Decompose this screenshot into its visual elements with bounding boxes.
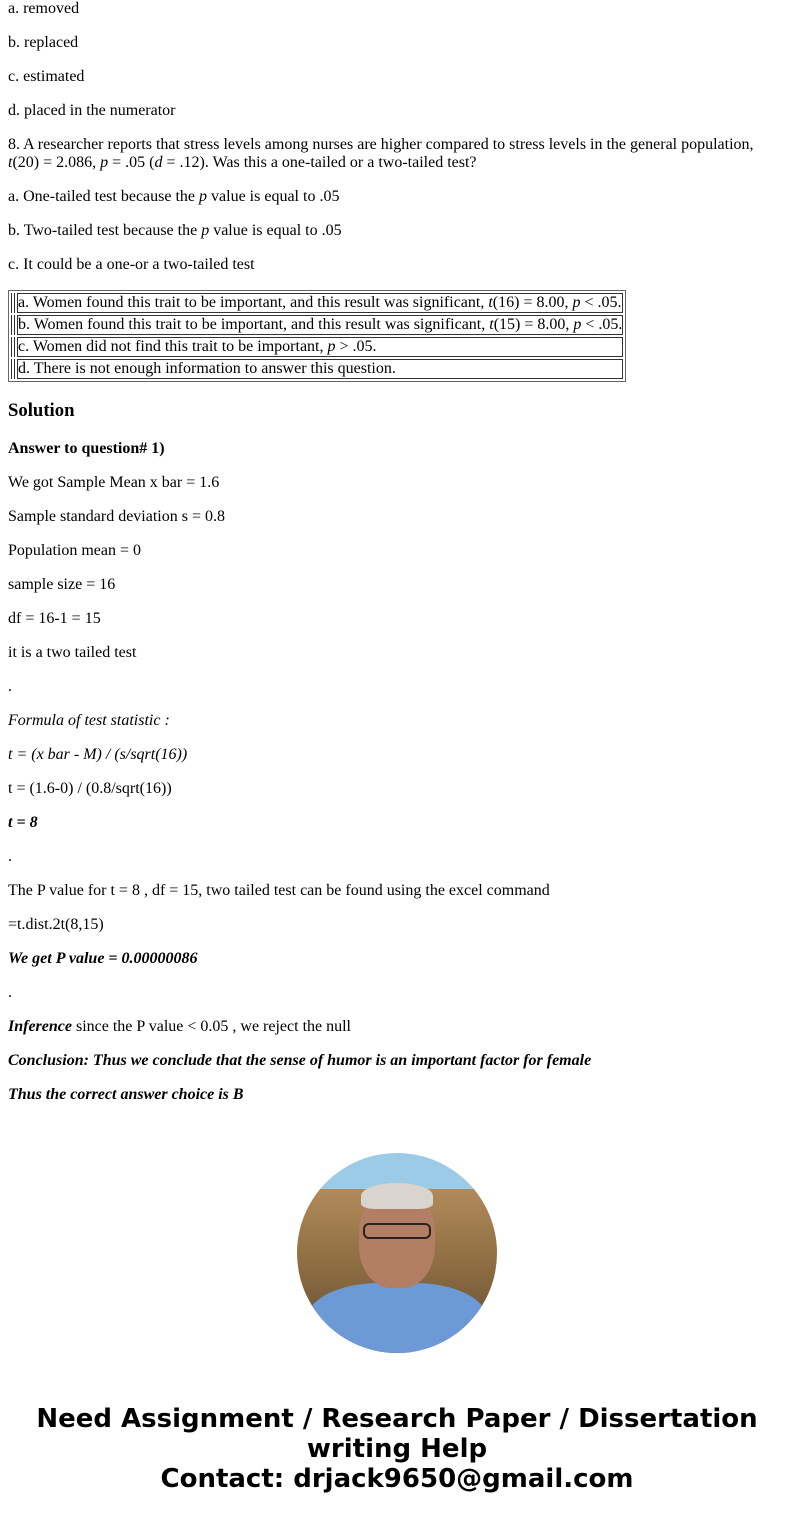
solution-line: sample size = 16 xyxy=(8,576,116,593)
option-7a: a. removed xyxy=(8,0,80,17)
solution-line: it is a two tailed test xyxy=(8,644,137,661)
answer-heading: Answer to question# 1) xyxy=(8,440,165,457)
pvalue-result: We get P value = 0.00000086 xyxy=(8,950,198,967)
footer-contact: Contact: drjack9650@gmail.com xyxy=(160,1464,634,1494)
formula: t = (x bar - M) / (s/sqrt(16)) xyxy=(8,746,188,763)
t-result: t = 8 xyxy=(8,814,38,831)
option-8a: a. One-tailed test because the p value is equal to .05 xyxy=(8,188,340,205)
inference: Inference since the P value < 0.05 , we reject the null xyxy=(8,1018,351,1035)
option-7b: b. replaced xyxy=(8,34,79,51)
final-answer: Thus the correct answer choice is B xyxy=(8,1086,244,1103)
conclusion: Conclusion: Thus we conclude that the sense of humor is an important factor for female xyxy=(8,1052,592,1069)
solution-line: Population mean = 0 xyxy=(8,542,142,559)
option-b: b. Women found this trait to be important, and this result was significant, t(15) = 8.00, p < .05. xyxy=(18,316,623,333)
option-8c: c. It could be a one-or a two-tailed test xyxy=(8,256,255,273)
author-photo xyxy=(297,1153,497,1353)
question-8: 8. A researcher reports that stress levels among nurses are higher compared to stress levels in the general population, t(20) = 2.086, p = .05 (d = .12). Was this a one-tailed or a two-tailed test? xyxy=(8,136,754,171)
contact-banner xyxy=(0,1404,794,1494)
answer-options-table xyxy=(8,290,626,382)
solution-line: We got Sample Mean x bar = 1.6 xyxy=(8,474,220,491)
table-row xyxy=(11,359,623,379)
option-7d: d. placed in the numerator xyxy=(8,102,176,119)
table-row xyxy=(11,293,623,313)
pvalue-text: The P value for t = 8 , df = 15, two tailed test can be found using the excel command xyxy=(8,882,550,899)
solution-line: . xyxy=(8,678,12,695)
footer-line-1: Need Assignment / Research Paper / Dissertation xyxy=(36,1404,758,1434)
substitution: t = (1.6-0) / (0.8/sqrt(16)) xyxy=(8,780,172,797)
table-row xyxy=(11,315,623,335)
solution-line: df = 16-1 = 15 xyxy=(8,610,101,627)
solution-line: Sample standard deviation s = 0.8 xyxy=(8,508,225,525)
footer-line-2: writing Help xyxy=(306,1434,488,1464)
table-row xyxy=(11,337,623,357)
excel-command: =t.dist.2t(8,15) xyxy=(8,916,104,933)
separator: . xyxy=(8,848,12,865)
option-7c: c. estimated xyxy=(8,68,85,85)
separator: . xyxy=(8,984,12,1001)
option-a: a. Women found this trait to be important, and this result was significant, t(16) = 8.00, p < .05. xyxy=(18,294,622,311)
option-c: c. Women did not find this trait to be important, p > .05. xyxy=(17,337,623,357)
formula-label: Formula of test statistic : xyxy=(8,712,170,729)
option-8b: b. Two-tailed test because the p value is equal to .05 xyxy=(8,222,342,239)
option-d: d. There is not enough information to answer this question. xyxy=(17,359,623,379)
solution-heading: Solution xyxy=(8,400,75,421)
